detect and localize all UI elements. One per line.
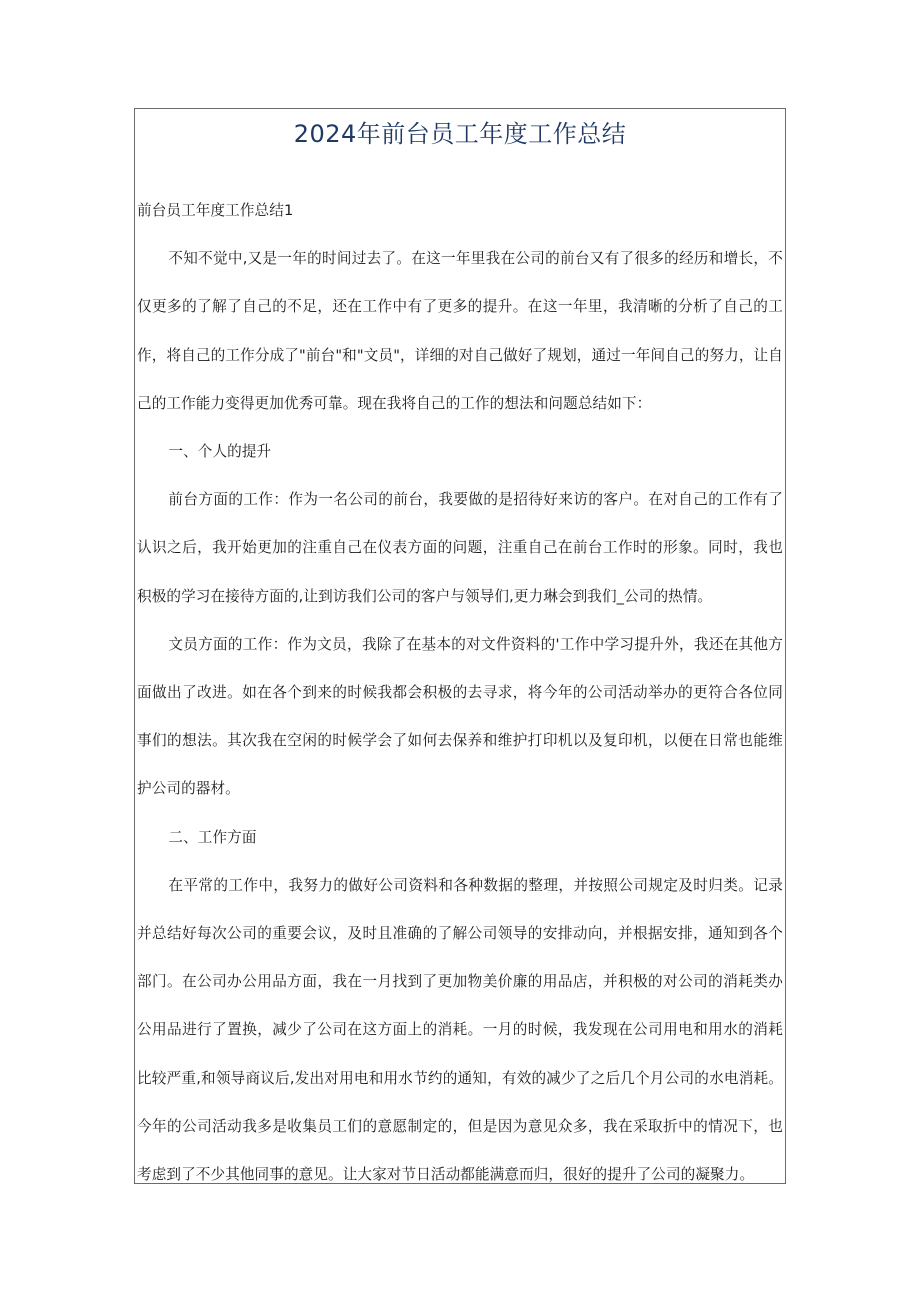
heading-personal-improvement: 一、个人的提升: [168, 443, 272, 461]
document-page: [134, 108, 786, 1184]
paragraph-intro: 不知不觉中,又是一年的时间过去了。在这一年里我在公司的前台又有了很多的经历和增长，不仅更多的了解了自己的不足，还在工作中有了更多的提升。在这一年里，我清晰的分析了自己的工作，将自己的工作分成了"前台"和"文员"，详细的对自己做好了规划，通过一年间自己的努力，让自己的工作能力变得更加优秀可靠。现在我将自己的工作的想法和问题总结如下：: [137, 250, 783, 412]
document-title: 2024年前台员工年度工作总结: [293, 120, 627, 148]
heading-work-aspects: 二、工作方面: [168, 828, 257, 846]
paragraph-front-desk-work: 前台方面的工作：作为一名公司的前台，我要做的是招待好来访的客户。在对自己的工作有了认识之后，我开始更加的注重自己在仪表方面的问题，注重自己在前台工作时的形象。同时，我也积极的学习在接待方面的,让到访我们公司的客户与领导们,更力琳会到我们_公司的热情。: [137, 491, 783, 605]
paragraph-clerk-work: 文员方面的工作：作为文员，我除了在基本的对文件资料的'工作中学习提升外，我还在其他方面做出了改进。如在各个到来的时候我都会积极的去寻求，将今年的公司活动举办的更符合各位同事们的想法。其次我在空闲的时候学会了如何去保养和维护打印机以及复印机，以便在日常也能维护公司的器材。: [137, 635, 783, 798]
document-body: [137, 187, 783, 1184]
paragraph-daily-work: 在平常的工作中，我努力的做好公司资料和各种数据的整理，并按照公司规定及时归类。记录并总结好每次公司的重要会议，及时且准确的了解公司领导的安排动向，并根据安排，通知到各个部门。在公司办公用品方面，我在一月找到了更加物美价廉的用品店，并积极的对公司的消耗类办公用品进行了置换，减少了公司在这方面上的消耗。一月的时候，我发现在公司用电和用水的消耗比较严重,和领导商议后,发出对用电和用水节约的通知，有效的减少了之后几个月公司的水电消耗。今年的公司活动我多是收集员工们的意愿制定的，但是因为意见众多，我在采取折中的情况下，也考虑到了不少其他同事的意见。让大家对节日活动都能满意而归，很好的提升了公司的凝聚力。: [137, 876, 783, 1184]
section-subtitle: 前台员工年度工作总结1: [137, 202, 294, 219]
